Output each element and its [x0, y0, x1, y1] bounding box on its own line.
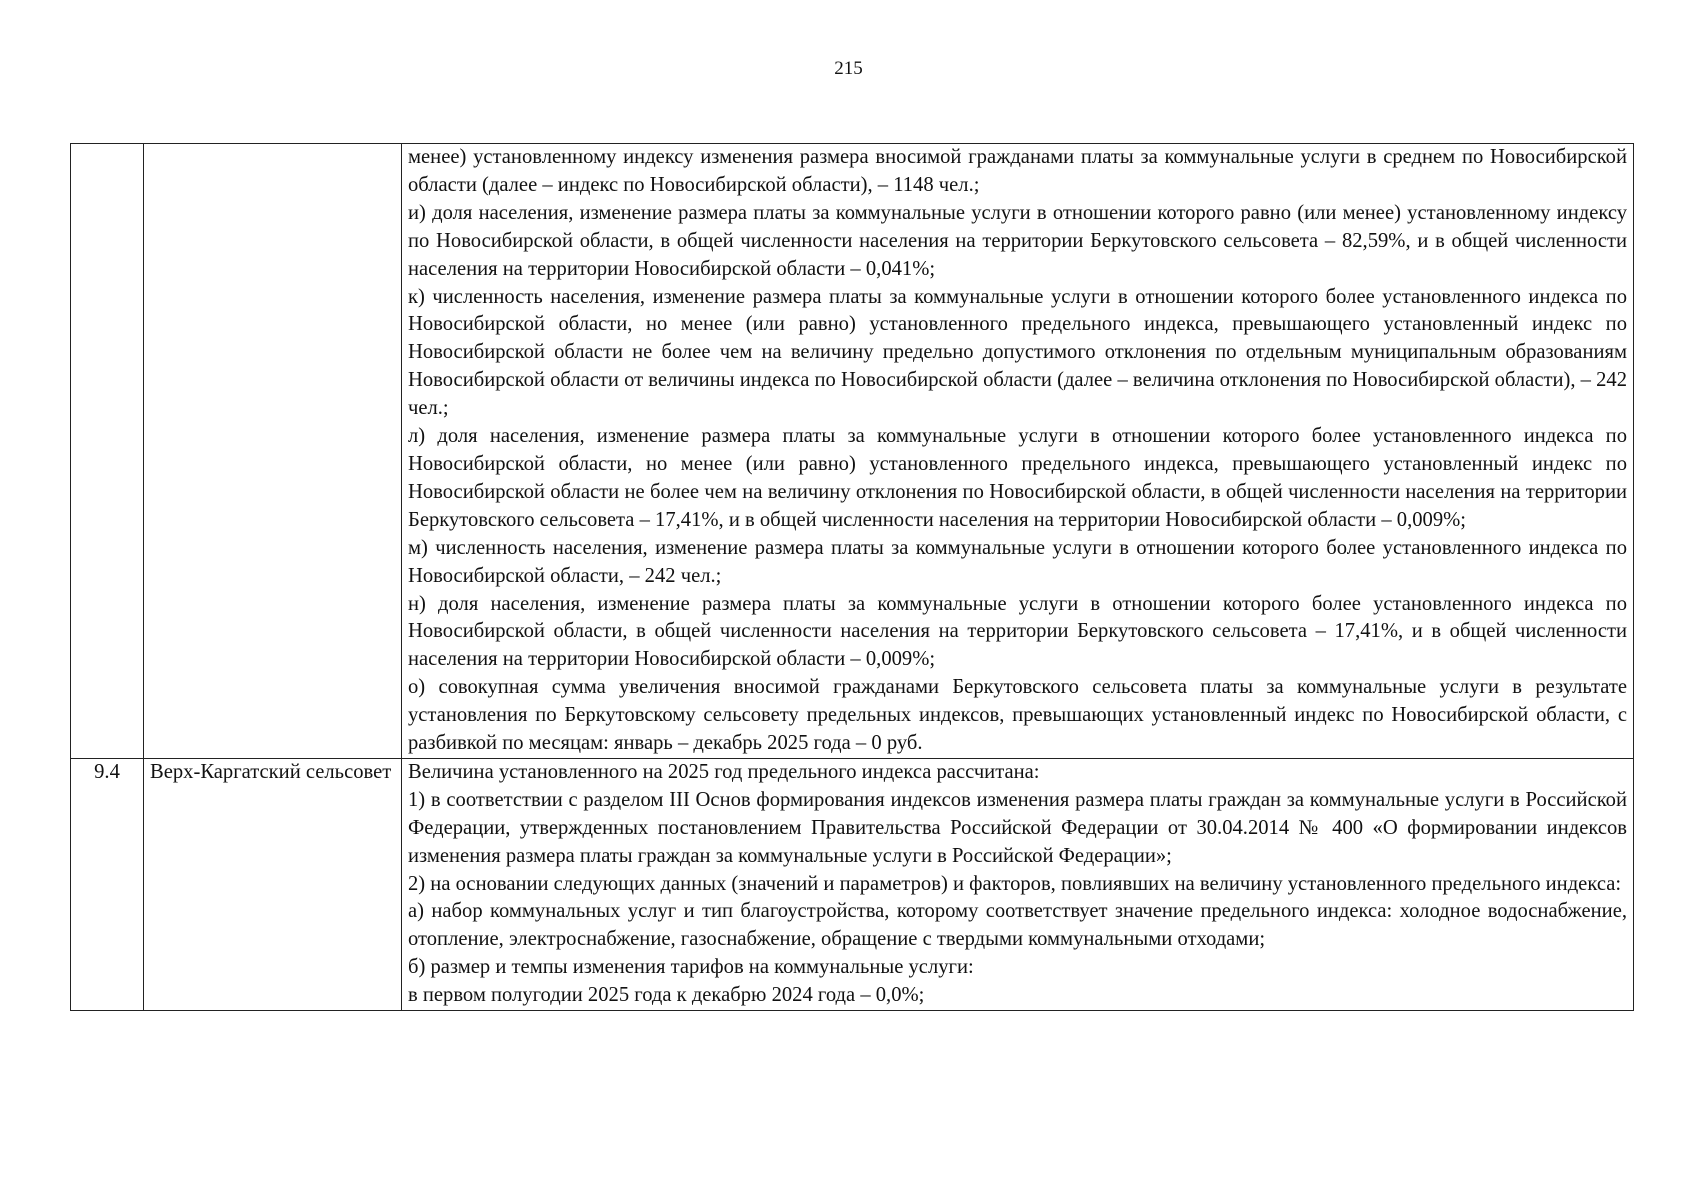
- row-name-cell: Верх-Каргатский сельсовет: [144, 758, 402, 1010]
- paragraph: к) численность населения, изменение размера платы за коммунальные услуги в отношении которого более установленного индекса по Новосибирской области, но менее (или равно) установленного предельного индекса, превышающего установленный индекс по Новосибирской области не более чем на величину предельно допустимого отклонения по отдельным муниципальным образованиям Новосибирской области от величины индекса по Новосибирской области (далее – величина отклонения по Новосибирской области), – 242 чел.;: [408, 285, 1627, 420]
- paragraph: н) доля населения, изменение размера платы за коммунальные услуги в отношении которого более установленного индекса по Новосибирской области, в общей численности населения на территории Беркутовского сельсовета – 17,41%, и в общей численности населения на территории Новосибирской области – 0,009%;: [408, 592, 1627, 671]
- paragraph: 1) в соответствии с разделом III Основ формирования индексов изменения размера платы граждан за коммунальные услуги в Российской Федерации, утвержденных постановлением Правительства Российской Федерации от 30.04.2014 № 400 «О формировании индексов изменения размера платы граждан за коммунальные услуги в Российской Федерации»;: [408, 788, 1627, 867]
- paragraph: менее) установленному индексу изменения размера вносимой гражданами платы за коммунальные услуги в среднем по Новосибирской области (далее – индекс по Новосибирской области), – 1148 чел.;: [408, 146, 1627, 196]
- row-text-cell: [402, 144, 1634, 759]
- row-text-cell: [402, 758, 1634, 1010]
- paragraph: о) совокупная сумма увеличения вносимой гражданами Беркутовского сельсовета платы за коммунальные услуги в результате установления по Беркутовскому сельсовету предельных индексов, превышающих установленный индекс по Новосибирской области, с разбивкой по месяцам: январь – декабрь 2025 года – 0 руб.: [408, 676, 1627, 755]
- paragraph: а) набор коммунальных услуг и тип благоустройства, которому соответствует значение предельного индекса: холодное водоснабжение, отопление, электроснабжение, газоснабжение, обращение с твердыми коммунальными отходами;: [408, 900, 1627, 951]
- paragraph: и) доля населения, изменение размера платы за коммунальные услуги в отношении которого равно (или менее) установленному индексу по Новосибирской области, в общей численности населения на территории Беркутовского сельсовета – 82,59%, и в общей численности населения на территории Новосибирской области – 0,041%;: [408, 201, 1627, 280]
- page-number: 215: [834, 58, 863, 79]
- row-number-cell: 9.4: [71, 758, 144, 1010]
- paragraph: в первом полугодии 2025 года к декабрю 2024 года – 0,0%;: [408, 984, 925, 1007]
- paragraph: м) численность населения, изменение размера платы за коммунальные услуги в отношении которого более установленного индекса по Новосибирской области, – 242 чел.;: [408, 536, 1627, 587]
- paragraph: б) размер и темпы изменения тарифов на коммунальные услуги:: [408, 956, 974, 979]
- table-row: [71, 758, 1634, 1010]
- paragraph: 2) на основании следующих данных (значений и параметров) и факторов, повлиявших на величину установленного предельного индекса:: [408, 872, 1622, 895]
- paragraph: л) доля населения, изменение размера платы за коммунальные услуги в отношении которого более установленного индекса по Новосибирской области, но менее (или равно) установленного предельного индекса, превышающего установленный индекс по Новосибирской области не более чем на величину отклонения по Новосибирской области, в общей численности населения на территории Беркутовского сельсовета – 17,41%, и в общей численности населения на территории Новосибирской области – 0,009%;: [408, 425, 1627, 531]
- table-row: [71, 144, 1634, 759]
- row-number-cell: [71, 144, 144, 759]
- row-name-cell: [144, 144, 402, 759]
- paragraph: Величина установленного на 2025 год предельного индекса рассчитана:: [408, 760, 1040, 783]
- document-table: [70, 143, 1634, 1011]
